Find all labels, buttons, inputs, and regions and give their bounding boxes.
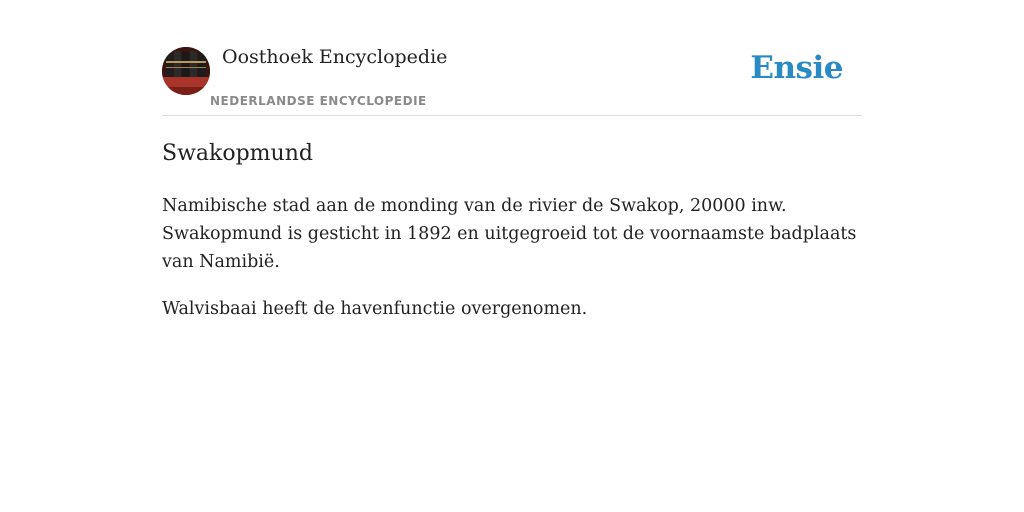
header xyxy=(162,0,862,116)
book-spines-icon xyxy=(162,47,210,95)
site-title[interactable]: Oosthoek Encyclopedie xyxy=(222,46,448,68)
article-title: Swakopmund xyxy=(162,141,313,166)
brand-logo[interactable]: Ensie xyxy=(750,50,843,86)
article-paragraph: Namibische stad aan de monding van de rivier de Swakop, 20000 inw. Swakopmund is gesticht in 1892 en uitgegroeid tot de voornaamste badplaats van Namibië. xyxy=(162,196,857,272)
page-container xyxy=(162,0,862,319)
avatar[interactable] xyxy=(162,47,210,95)
article-paragraph: Walvisbaai heeft de havenfunctie overgenomen. xyxy=(162,299,588,319)
article-body xyxy=(162,192,862,342)
site-subtitle: NEDERLANDSE ENCYCLOPEDIE xyxy=(210,94,427,108)
